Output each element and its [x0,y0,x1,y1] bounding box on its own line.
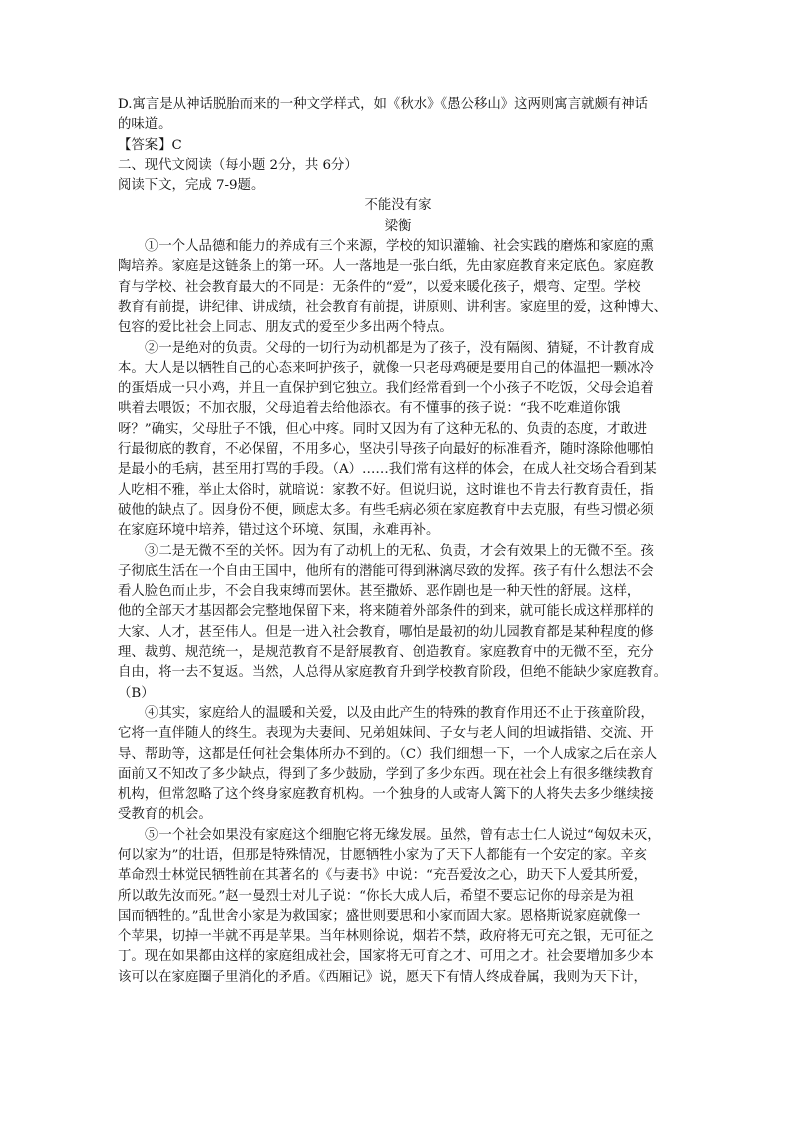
answer: 【答案】C [118,137,182,153]
paragraph-line: （B） [118,685,155,701]
paragraph-line: 理、裁剪、规范统一，是规范教育不是舒展教育、创造教育。家庭教育中的无微不至，充分 [118,645,654,661]
article-author: 梁衡 [384,218,412,234]
paragraph-line: 呀？”确实，父母肚子不饿，但心中疼。同时又因为有了这种无私的、负责的态度，才敢进 [118,421,648,437]
paragraph-line: 本。大人是以牺牲自己的心态来呵护孩子，就像一只老母鸡硬是要用自己的体温把一颗冰冷 [118,360,654,376]
paragraph-line: 行最彻底的教育，不必保留，不用多心，坚决引导孩子向最好的标准看齐，随时涤除他哪怕 [118,442,654,458]
paragraph [118,542,678,704]
document-page [118,95,678,988]
paragraph-line: 教育有前提，讲纪律、讲成绩，社会教育有前提，讲原则、讲利害。家庭里的爱，这种博大、 [118,299,668,315]
paragraph-line: 哄着去喂饭；不加衣服，父母追着去给他添衣。有不懂事的孩子说：“我不吃难道你饿 [118,401,621,417]
paragraph [118,339,678,542]
paragraph-line: 丁。现在如果都由这样的家庭组成社会，国家将无可育之才、可用之才。社会要增加多少本 [118,949,654,965]
paragraph-line: 包容的爱比社会上同志、朋友式的爱至少多出两个特点。 [118,320,453,336]
paragraph-line: 在家庭环境中培养，错过这个环境、氛围，永难再补。 [118,523,440,539]
paragraph-line: 个苹果，切掉一半就不再是苹果。当年林则徐说，烟若不禁，政府将无可充之银，无可征之 [118,929,654,945]
paragraph-line: 革命烈士林觉民牺牲前在其著名的《与妻书》中说：“充吾爱汝之心，助天下人爱其所爱， [118,868,648,884]
paragraph [118,704,678,826]
paragraph-line: ⑤一个社会如果没有家庭这个细胞它将无缘发展。虽然，曾有志士仁人说过“匈奴未灭， [145,827,661,843]
paragraph-line: 的蛋焐成一只小鸡，并且一直保护到它独立。我们经常看到一个小孩子不吃饭，父母会追着 [118,381,654,397]
option-d-line-1: D.寓言是从神话脱胎而来的一种文学样式，如《秋水》《愚公移山》这两则寓言就颇有神话 [118,97,649,112]
paragraph-line: 人吃相不雅，举止太俗时，就暗说：家教不好。但说归说，这时谁也不肯去行教育责任，指 [118,482,654,498]
article-body [118,237,678,988]
paragraph-line: ②一是绝对的负责。父母的一切行为动机都是为了孩子，没有隔阂、猜疑，不计教育成 [145,340,654,356]
paragraph-line: ③二是无微不至的关怀。因为有了动机上的无私、负责，才会有效果上的无微不至。孩 [145,543,654,559]
paragraph-line: 看人脸色而止步，不会自我束缚而罢休。甚至撒娇、恶作剧也是一种天性的舒展。这样， [118,584,641,600]
paragraph [118,237,678,338]
paragraph [118,826,678,988]
paragraph-line: 导、帮助等，这都是任何社会集体所办不到的。（C）我们细想一下，一个人成家之后在亲人 [118,746,658,762]
paragraph-line: 破他的缺点了。因身份不便，顾虑太多。有些毛病必须在家庭教育中去克服，有些习惯必须 [118,502,654,518]
paragraph-line: 国而牺牲的。”乱世舍小家是为救国家；盛世则要思和小家而固大家。恩格斯说家庭就像一 [118,908,641,924]
paragraph-line: 它将一直伴随人的终生。表现为夫妻间、兄弟姐妹间、子女与老人间的坦诚指错、交流、开 [118,726,654,742]
paragraph-line: ④其实，家庭给人的温暖和关爱，以及由此产生的特殊的教育作用还不止于孩童阶段， [145,705,654,721]
section-heading: 二、现代文阅读（每小题 2分，共 6分） [118,157,358,173]
paragraph-line: 子彻底生活在一个自由王国中，他所有的潜能可得到淋漓尽致的发挥。孩子有什么想法不会 [118,563,654,579]
paragraph-line: 何以家为”的壮语，但那是特殊情况，甘愿牺牲小家为了天下人都能有一个安定的家。辛亥 [118,847,648,863]
paragraph-line: 育与学校、社会教育最大的不同是：无条件的“爱”，以爱来暖化孩子，煨弯、定型。学校 [118,279,641,295]
paragraph-line: 是最小的毛病，甚至用打骂的手段。（A）……我们常有这样的体会，在成人社交场合看到某 [118,462,657,478]
article-title: 不能没有家 [364,198,432,214]
paragraph-line: 大家、人才，甚至伟人。但是一进入社会教育，哪怕是最初的幼儿园教育都是某种程度的修 [118,624,654,640]
paragraph-line: 自由，将一去不复返。当然，人总得从家庭教育升到学校教育阶段，但绝不能缺少家庭教育。 [118,665,668,681]
paragraph-line: 机构，但常忽略了这个终身家庭教育机构。一个独身的人或寄人篱下的人将失去多少继续接 [118,787,654,803]
paragraph-line: 受教育的机会。 [118,807,212,823]
paragraph-line: 所以敢先汝而死。”赵一曼烈士对儿子说：“你长大成人后，希望不要忘记你的母亲是为祖 [118,888,634,904]
paragraph-line: 陶培养。家庭是这链条上的第一环。人一落地是一张白纸，先由家庭教育来定底色。家庭教 [118,259,654,275]
option-d-line-2: 的味道。 [118,117,172,133]
instruction: 阅读下文，完成 7-9题。 [118,178,265,194]
paragraph-line: ①一个人品德和能力的养成有三个来源，学校的知识灌输、社会实践的磨炼和家庭的熏 [145,239,654,255]
paragraph-line: 该可以在家庭圈子里消化的矛盾。《西厢记》说，愿天下有情人终成眷属，我则为天下计， [118,969,647,985]
paragraph-line: 面前又不知改了多少缺点，得到了多少鼓励，学到了多少东西。现在社会上有很多继续教育 [118,766,654,782]
paragraph-line: 他的全部天才基因都会完整地保留下来，将来随着外部条件的到来，就可能长成这样那样的 [118,604,654,620]
